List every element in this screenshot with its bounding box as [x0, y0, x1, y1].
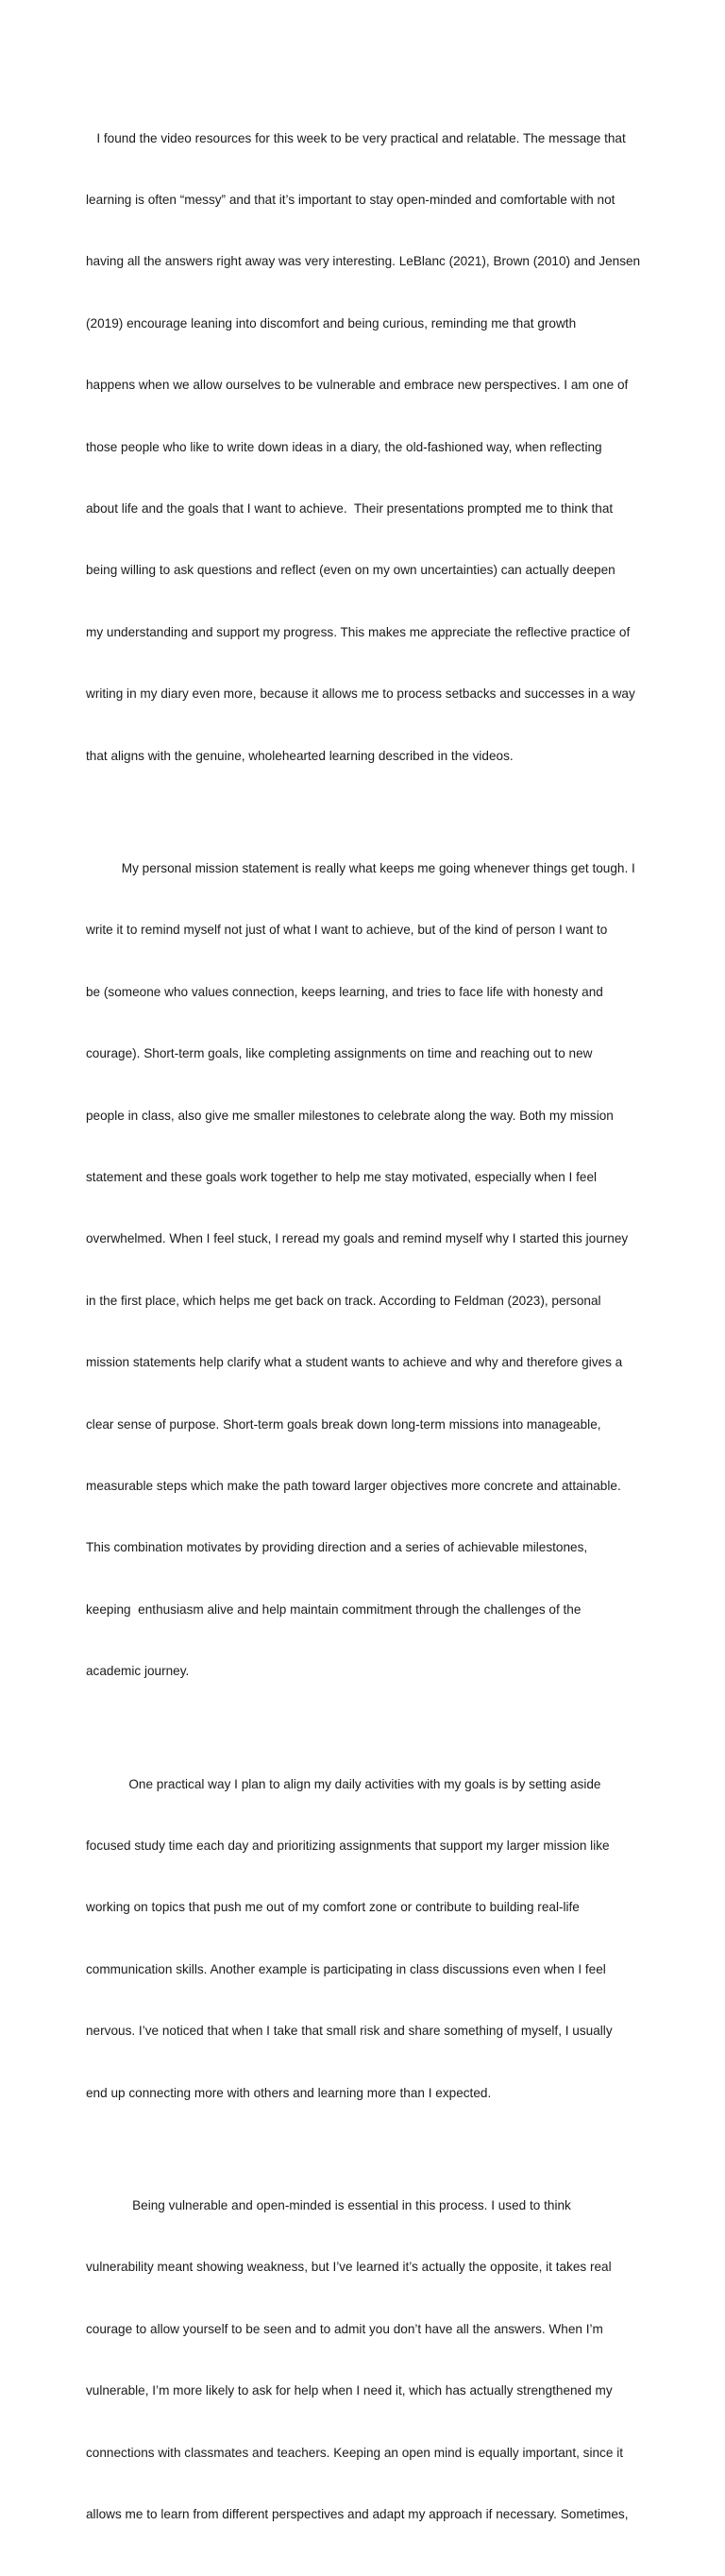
text-line: my understanding and support my progress. This makes me appreciate the reflective practice of — [86, 624, 631, 639]
text-line: One practical way I plan to align my daily activities with my goals is by setting aside — [86, 1776, 601, 1791]
text-line: about life and the goals that I want to achieve. Their presentations prompted me to think that — [86, 500, 614, 516]
paragraph-mission-statement — [86, 817, 647, 1722]
text-line: I found the video resources for this week to be very practical and relatable. The message that — [86, 130, 626, 145]
paragraph-vulnerability — [86, 2154, 647, 2566]
text-line: academic journey. — [86, 1664, 190, 1679]
text-line: My personal mission statement is really what keeps me going whenever things get tough. I — [86, 860, 635, 875]
text-line: happens when we allow ourselves to be vulnerable and embrace new perspectives. I am one of — [86, 378, 629, 393]
text-line: measurable steps which make the path toward larger objectives more concrete and attainable. — [86, 1478, 621, 1493]
text-line: focused study time each day and prioritizing assignments that support my larger mission like — [86, 1838, 610, 1853]
text-line: keeping enthusiasm alive and help maintain commitment through the challenges of the — [86, 1602, 582, 1617]
text-line: be (someone who values connection, keeps learning, and tries to face life with honesty and — [86, 984, 603, 999]
document-body — [86, 87, 647, 2576]
text-line: mission statements help clarify what a student wants to achieve and why and therefore gives a — [86, 1355, 623, 1370]
text-line: nervous. I’ve noticed that when I take that small risk and share something of myself, I usually — [86, 2024, 613, 2039]
text-line: This combination motivates by providing direction and a series of achievable milestones, — [86, 1540, 588, 1555]
text-line: overwhelmed. When I feel stuck, I reread my goals and remind myself why I started this journey — [86, 1231, 629, 1246]
text-line: write it to remind myself not just of what I want to achieve, but of the kind of person I want to — [86, 923, 608, 938]
text-line: learning is often “messy” and that it’s important to stay open-minded and comfortable with not — [86, 192, 615, 207]
text-line: Being vulnerable and open-minded is essential in this process. I used to think — [86, 2197, 571, 2212]
text-line: having all the answers right away was very interesting. LeBlanc (2021), Brown (2010) and Jensen — [86, 254, 641, 269]
text-line: courage). Short-term goals, like completing assignments on time and reaching out to new — [86, 1046, 593, 1061]
paragraph-video-resources — [86, 87, 647, 807]
text-line: being willing to ask questions and reflect (even on my own uncertainties) can actually deepen — [86, 563, 615, 578]
text-line: connections with classmates and teachers. Keeping an open mind is equally important, since it — [86, 2445, 623, 2460]
text-line: vulnerability meant showing weakness, but I’ve learned it’s actually the opposite, it takes real — [86, 2260, 612, 2275]
text-line: people in class, also give me smaller milestones to celebrate along the way. Both my mission — [86, 1108, 614, 1123]
text-line: allows me to learn from different perspectives and adapt my approach if necessary. Sometimes, — [86, 2506, 629, 2521]
text-line: working on topics that push me out of my comfort zone or contribute to building real-life — [86, 1900, 580, 1915]
text-line: clear sense of purpose. Short-term goals break down long-term missions into manageable, — [86, 1416, 601, 1432]
paragraph-daily-activities — [86, 1733, 647, 2144]
text-line: end up connecting more with others and learning more than I expected. — [86, 2085, 492, 2100]
text-line: courage to allow yourself to be seen and to admit you don’t have all the answers. When I’m — [86, 2321, 603, 2336]
text-line: vulnerable, I’m more likely to ask for help when I need it, which has actually strengthened my — [86, 2383, 613, 2398]
text-line: statement and these goals work together to help me stay motivated, especially when I feel — [86, 1169, 598, 1184]
text-line: in the first place, which helps me get back on track. According to Feldman (2023), personal — [86, 1293, 601, 1308]
text-line: writing in my diary even more, because it allows me to process setbacks and successes in a way — [86, 686, 635, 702]
text-line: (2019) encourage leaning into discomfort and being curious, reminding me that growth — [86, 315, 577, 330]
text-line: those people who like to write down ideas in a diary, the old-fashioned way, when reflecting — [86, 439, 602, 454]
text-line: that aligns with the genuine, wholehearted learning described in the videos. — [86, 748, 514, 763]
text-line: communication skills. Another example is participating in class discussions even when I feel — [86, 1961, 606, 1976]
